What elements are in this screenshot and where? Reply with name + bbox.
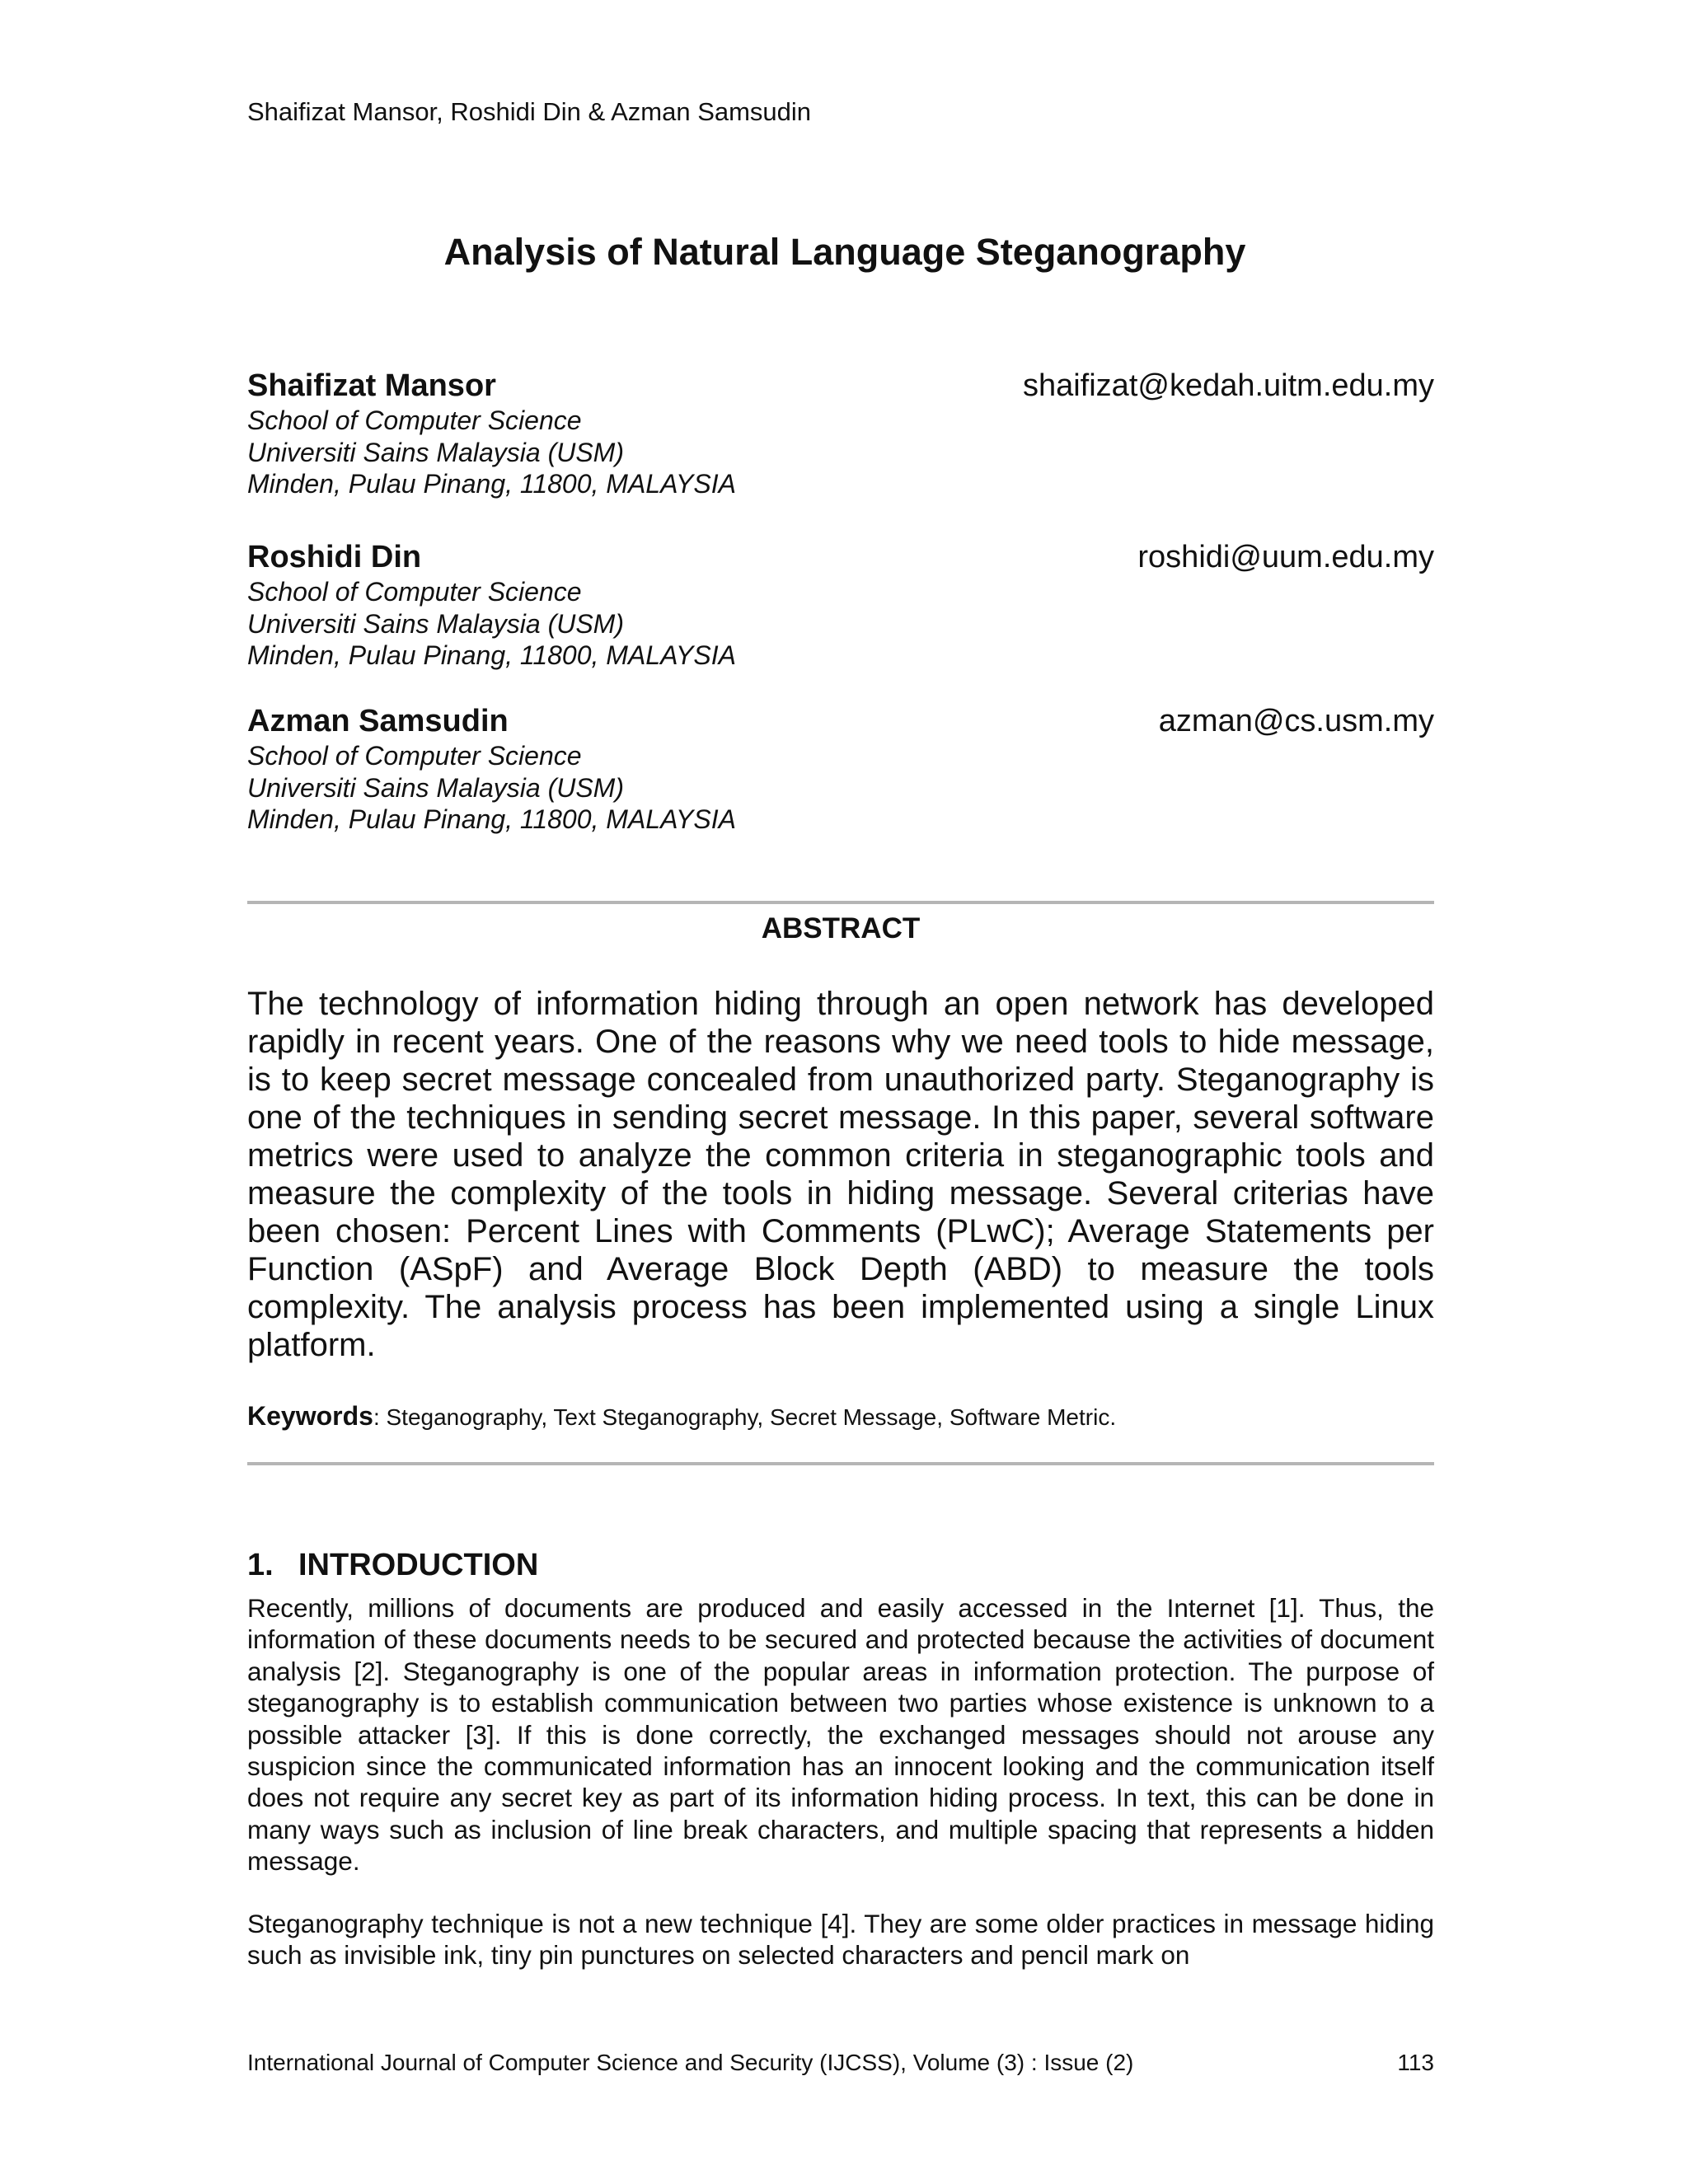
abstract-top-rule (247, 901, 1434, 904)
affiliation-line: School of Computer Science (247, 577, 582, 607)
affiliation-line: School of Computer Science (247, 741, 582, 771)
author-email: roshidi@uum.edu.my (1137, 540, 1434, 574)
page-footer (247, 2050, 1434, 2076)
paper-title: Analysis of Natural Language Steganography (443, 231, 1246, 273)
keywords-label: Keywords (247, 1401, 373, 1431)
author-block-1 (247, 367, 1434, 500)
abstract-bottom-rule (247, 1462, 1434, 1465)
affiliation-line: Universiti Sains Malaysia (USM) (247, 608, 624, 639)
intro-paragraph-2: Steganography technique is not a new technique [4]. They are some older practices in message hiding such as invisible ink, tiny pin punctures on selected characters and pencil mark on (247, 1909, 1434, 1971)
author-block-3 (247, 702, 1434, 836)
author-name: Azman Samsudin (247, 704, 509, 738)
author-name: Shaifizat Mansor (247, 368, 496, 403)
affiliation-line: Universiti Sains Malaysia (USM) (247, 437, 624, 467)
intro-paragraph-1: Recently, millions of documents are produced and easily accessed in the Internet [1]. Thus, the information of these documents needs to be secured and protected because the activities of document analysis [2]. Steganography is one of the popular areas in information protection. The purpose of steganography is to establish communication between two parties whose existence is unknown to a possible attacker [3]. If this is done correctly, the exchanged messages should not arouse any suspicion since the communicated information has an innocent looking and the communication itself does not require any secret key as part of its information hiding process. In text, this can be done in many ways such as inclusion of line break characters, and multiple spacing that represents a hidden message. (247, 1593, 1434, 1877)
author-block-2 (247, 538, 1434, 672)
section-heading (247, 1548, 538, 1583)
abstract-text: The technology of information hiding through an open network has developed rapidly in recent years. One of the reasons why we need tools to hide message, is to keep secret message concealed from unauthorized party. Steganography is one of the techniques in sending secret message. In this paper, several software metrics were used to analyze the common criteria in steganographic tools and measure the complexity of the tools in hiding message. Several criterias have been chosen: Percent Lines with Comments (PLwC); Average Statements per Function (ASpF) and Average Block Depth (ABD) to measure the tools complexity. The analysis process has been implemented using a single Linux platform. (247, 986, 1434, 1363)
running-head: Shaifizat Mansor, Roshidi Din & Azman Samsudin (247, 97, 812, 126)
abstract-heading: ABSTRACT (761, 912, 921, 944)
affiliation-line: School of Computer Science (247, 405, 582, 435)
author-email: shaifizat@kedah.uitm.edu.my (1022, 368, 1434, 403)
author-name: Roshidi Din (247, 540, 422, 574)
section-number: 1. (247, 1548, 274, 1582)
affiliation-line: Minden, Pulau Pinang, 11800, MALAYSIA (247, 640, 736, 670)
section-title: INTRODUCTION (298, 1548, 539, 1582)
author-email: azman@cs.usm.my (1158, 704, 1434, 738)
keywords-text: : Steganography, Text Steganography, Secret Message, Software Metric. (373, 1404, 1117, 1430)
affiliation-line: Universiti Sains Malaysia (USM) (247, 772, 624, 803)
keywords-line (247, 1401, 1434, 1432)
page-number: 113 (1397, 2050, 1434, 2075)
affiliation-line: Minden, Pulau Pinang, 11800, MALAYSIA (247, 804, 736, 834)
affiliation-line: Minden, Pulau Pinang, 11800, MALAYSIA (247, 469, 736, 499)
journal-citation: International Journal of Computer Science and Security (IJCSS), Volume (3) : Issue (2) (247, 2050, 1134, 2075)
